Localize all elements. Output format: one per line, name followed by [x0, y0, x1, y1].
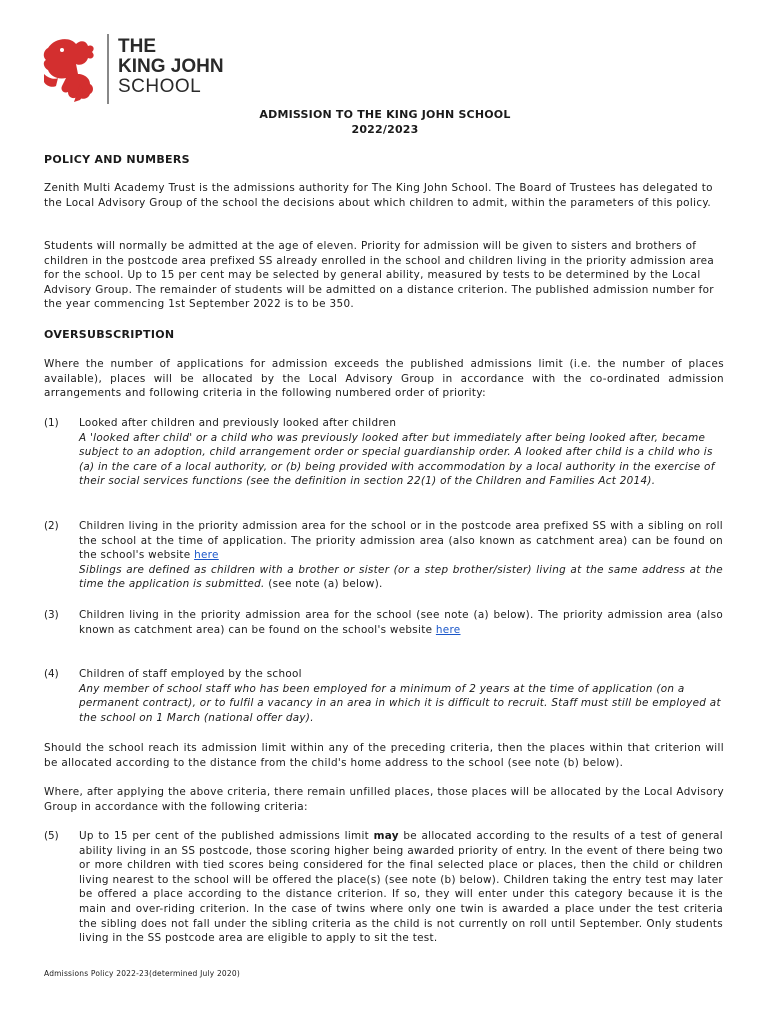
- lion-crest-icon: [40, 34, 100, 104]
- logo-divider: [107, 34, 109, 104]
- criterion-2-note: Siblings are defined as children with a brother or sister (or a step brother/sister) living at the same address at the time the application is submitted.: [79, 563, 723, 591]
- criterion-5-number: (5): [44, 830, 59, 842]
- criterion-4-text: Children of staff employed by the school: [79, 668, 302, 680]
- criterion-4-number: (4): [44, 668, 59, 680]
- criterion-2-website-link[interactable]: here: [194, 549, 219, 562]
- criterion-2: [79, 519, 723, 592]
- criterion-4-note: Any member of school staff who has been employed for a minimum of 2 years at the time of application (on a permanent contract), or to fulfil a vacancy in an area in which it is difficult to recruit. Staff must still be employed at the school on 1 March (national offer day).: [79, 682, 721, 724]
- document-year: 2022/2023: [351, 123, 419, 136]
- criterion-2-number: (2): [44, 520, 59, 532]
- criterion-3: [79, 608, 723, 637]
- criterion-2-text: Children living in the priority admission area for the school or in the postcode area prefixed SS with a sibling on roll the school at the time of application. The priority admission area (also known as catchment area) can be found on the school's website: [79, 520, 723, 562]
- criterion-5-post: be allocated according to the results of a test of general ability living in an SS postcode, those scoring higher being awarded priority of entry. In the event of there being two or more children with tied scores being considered for the final selected place or places, then the child or children living nearest to the school will be offered the place(s) (see note (b) below). Children taking the entry test may later be offered a place according to the distance criterion. If so, they will enter under this category because it is the main and over-riding criterion. In the case of twins where only one twin is awarded a place under the test criteria the sibling does not fall under the sibling criteria as the child is not currently on roll until September. Only students living in the SS postcode area are eligible to apply to sit the test.: [79, 830, 723, 945]
- criterion-4: [79, 667, 723, 725]
- criterion-5-pre: Up to 15 per cent of the published admissions limit: [79, 830, 374, 842]
- logo-line-2: KING JOHN: [118, 56, 224, 77]
- oversubscription-heading: OVERSUBSCRIPTION: [44, 328, 175, 341]
- criterion-3-number: (3): [44, 609, 59, 621]
- after-paragraph-1: Should the school reach its admission limit within any of the preceding criteria, then the places within that criterion will be allocated according to the distance from the child's home address to the school (see note (b) below).: [44, 742, 724, 769]
- policy-heading: POLICY AND NUMBERS: [44, 153, 190, 166]
- criterion-1-text: Looked after children and previously looked after children: [79, 417, 397, 429]
- after-paragraph-2: Where, after applying the above criteria, there remain unfilled places, those places will be allocated by the Local Advisory Group in accordance with the following criteria:: [44, 786, 724, 813]
- criterion-3-website-link[interactable]: here: [435, 623, 461, 636]
- criterion-3-text: Children living in the priority admission area for the school (see note (a) below). The priority admission area (also known as catchment area) can be found on the school's website: [79, 609, 723, 636]
- criterion-5: [79, 829, 723, 946]
- criterion-1: [79, 416, 723, 489]
- logo-line-1: THE: [118, 36, 156, 57]
- logo-line-3: SCHOOL: [118, 76, 202, 97]
- page-footer: Admissions Policy 2022-23(determined July 2020): [44, 969, 240, 978]
- policy-paragraph-2: Students will normally be admitted at the age of eleven. Priority for admission will be given to sisters and brothers of children in the postcode area prefixed SS already enrolled in the school and children living in the priority admission area for the school. Up to 15 per cent may be selected by general ability, measured by tests to be determined by the Local Advisory Group. The remainder of students will be admitted on a distance criterion. The published admission number for the year commencing 1st September 2022 is to be 350.: [44, 240, 715, 311]
- criterion-2-note-tail: (see note (a) below).: [264, 578, 383, 591]
- policy-paragraph-1: Zenith Multi Academy Trust is the admissions authority for The King John School. The Board of Trustees has delegated to the Local Advisory Group of the school the decisions about which children to admit, within the parameters of this policy.: [44, 182, 713, 209]
- school-logo: [40, 34, 240, 106]
- criterion-5-emphasis: may: [373, 830, 399, 842]
- criterion-1-number: (1): [44, 417, 59, 429]
- document-title: ADMISSION TO THE KING JOHN SCHOOL: [259, 108, 511, 121]
- oversubscription-intro: Where the number of applications for admission exceeds the published admissions limit (i.e. the number of places available), places will be allocated by the Local Advisory Group in accordance with the co-ordinated admission arrangements and following criteria in the following numbered order of priority:: [44, 358, 724, 400]
- criterion-1-note: A 'looked after child' or a child who was previously looked after but immediately after being looked after, became subject to an adoption, child arrangement order or special guardianship order. A looked after child is a child who is (a) in the care of a local authority, or (b) being provided with accommodation by a local authority in the exercise of their social services functions (see the definition in section 22(1) of the Children and Families Act 2014).: [79, 431, 715, 488]
